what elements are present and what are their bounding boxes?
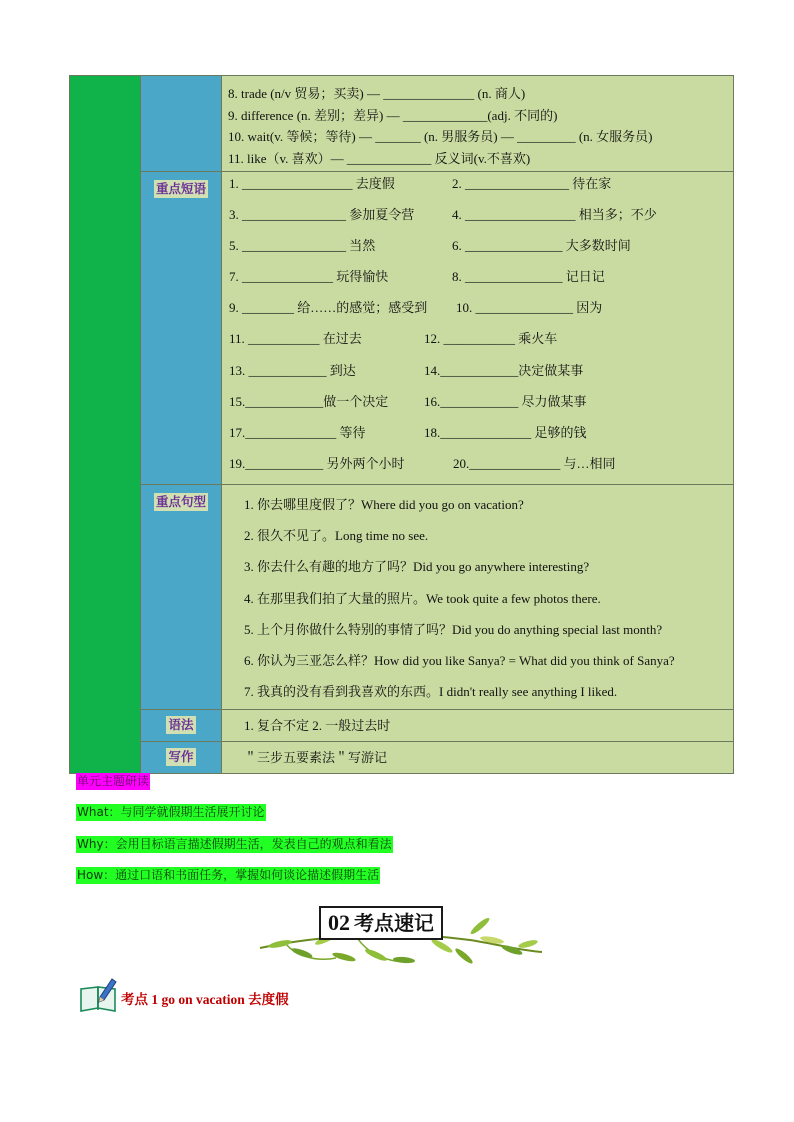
key-point-title: 考点 1 go on vacation 去度假 — [121, 992, 289, 1007]
phrase-item: 5. ________________ 当然 — [229, 238, 376, 253]
phrase-item: 16.____________ 尽力做某事 — [424, 394, 587, 409]
grammar-label: 语法 — [168, 717, 194, 733]
phrase-item: 14.____________决定做某事 — [424, 363, 584, 378]
sentence-item: 6. 你认为三亚怎么样？How did you like Sanya? = What did you think of Sanya? — [244, 653, 675, 669]
sentence-item: 7. 我真的没有看到我喜欢的东西。I didn't really see anything I liked. — [244, 684, 618, 700]
phrase-item: 19.____________ 另外两个小时 — [229, 456, 405, 471]
vocab-item: 11. like（v. 喜欢）— _____________ 反义词(v.不喜欢) — [228, 150, 531, 166]
phrase-item: 13. ____________ 到达 — [229, 363, 356, 378]
label-cell-sentences — [141, 485, 222, 710]
phrase-item: 6. _______________ 大多数时间 — [452, 238, 631, 253]
sentence-item: 2. 很久不见了。Long time no see. — [244, 528, 429, 544]
phrase-item: 10. _______________ 因为 — [456, 300, 603, 315]
label-cell-empty — [141, 76, 222, 172]
sentences-cell — [222, 485, 734, 710]
phrase-item: 18.______________ 足够的钱 — [424, 425, 587, 440]
sentence-item: 3. 你去什么有趣的地方了吗？Did you go anywhere interesting? — [244, 559, 590, 575]
sentences-label: 重点句型 — [155, 494, 206, 509]
label-cell-grammar — [141, 710, 222, 742]
phrase-item: 11. ___________ 在过去 — [229, 331, 362, 346]
section-banner — [319, 906, 443, 940]
phrase-item: 7. ______________ 玩得愉快 — [229, 269, 389, 284]
writing-text: ＂三步五要素法＂写游记 — [244, 750, 388, 766]
phrase-item: 1. _________________ 去度假 — [229, 176, 395, 191]
phrase-item: 9. ________ 给……的感觉；感受到 — [229, 300, 428, 315]
phrase-item: 12. ___________ 乘火车 — [424, 331, 558, 346]
phrase-item: 17.______________ 等待 — [229, 425, 366, 440]
sentence-item: 5. 上个月你做什么特别的事情了吗？Did you do anything special last month? — [244, 621, 663, 637]
phrase-item: 8. _______________ 记日记 — [452, 269, 605, 284]
vocab-item: 9. difference (n. 差别；差异) — _____________(adj. 不同的) — [228, 107, 558, 123]
study-what: What：与同学就假期生活展开讨论 — [77, 805, 265, 819]
study-title: 单元主题研读 — [77, 774, 150, 788]
section-title: 考点速记 — [354, 911, 434, 935]
study-why: Why：会用目标语言描述假期生活，发表自己的观点和看法 — [77, 837, 392, 851]
label-cell-writing — [141, 742, 222, 774]
label-cell-phrases — [141, 172, 222, 485]
section-heading — [256, 900, 546, 972]
phrase-item: 4. _________________ 相当多；不少 — [452, 207, 657, 222]
section-number: 02 — [328, 910, 350, 935]
sentence-item: 4. 在那里我们拍了大量的照片。We took quite a few photos there. — [244, 590, 601, 606]
green-side-column — [70, 76, 141, 774]
phrases-label: 重点短语 — [155, 181, 206, 196]
vocabulary-table — [69, 75, 734, 774]
study-how: How：通过口语和书面任务，掌握如何谈论描述假期生活 — [77, 868, 380, 882]
writing-label: 写作 — [168, 749, 194, 765]
phrase-item: 2. ________________ 待在家 — [452, 176, 612, 191]
grammar-cell — [222, 710, 734, 742]
vocab-cell — [222, 76, 734, 172]
phrase-item: 20.______________ 与…相同 — [453, 456, 616, 471]
phrase-item: 3. ________________ 参加夏令营 — [229, 207, 415, 222]
phrases-cell — [222, 172, 734, 485]
grammar-text: 1. 复合不定 2. 一般过去时 — [244, 718, 391, 734]
book-pencil-icon — [78, 975, 120, 1013]
vocab-item: 10. wait(v. 等候；等待) — _______ (n. 男服务员) — _________ (n. 女服务员) — [228, 129, 653, 144]
vocab-item: 8. trade (n/v 贸易；买卖) — ______________ (n. 商人) — [228, 86, 526, 101]
sentence-item: 1. 你去哪里度假了？Where did you go on vacation? — [244, 497, 524, 512]
writing-cell — [222, 742, 734, 774]
phrase-item: 15.____________做一个决定 — [229, 394, 389, 409]
